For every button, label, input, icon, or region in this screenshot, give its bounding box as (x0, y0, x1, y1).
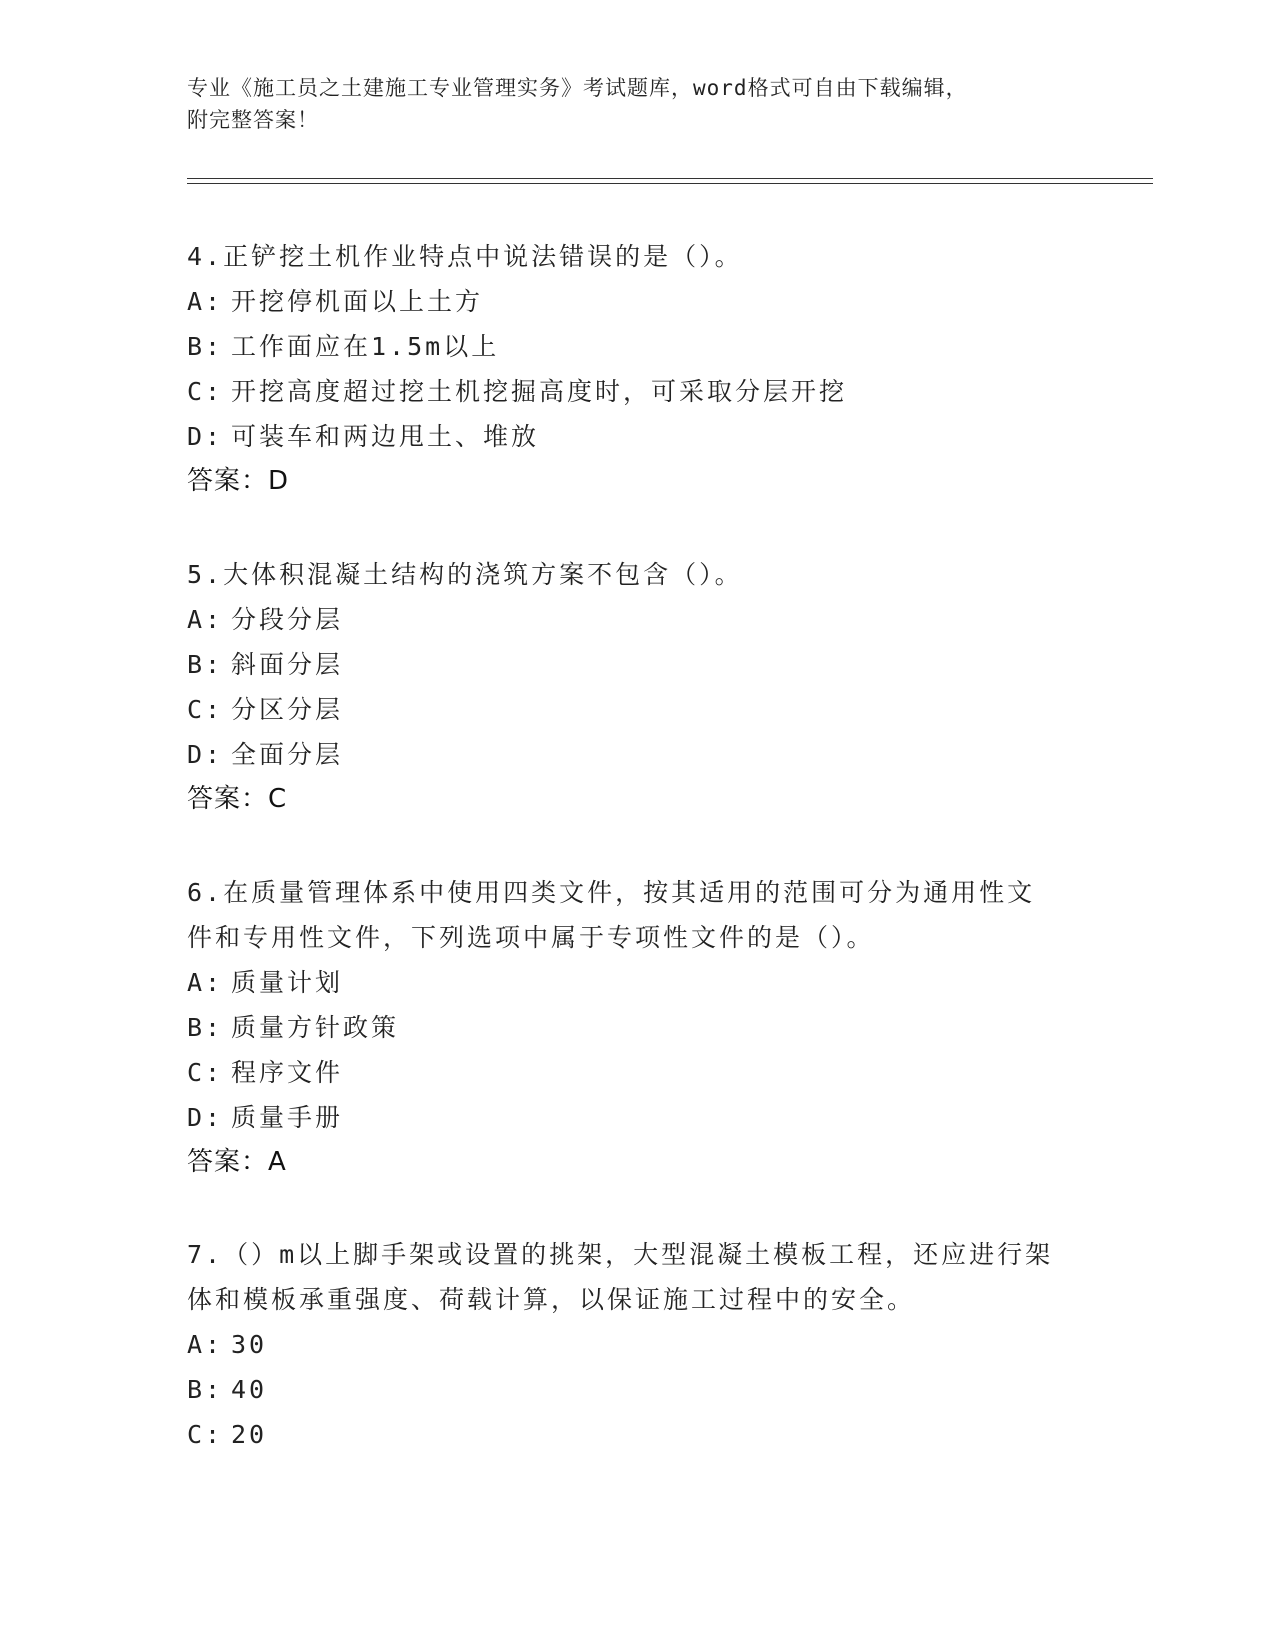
option-key: C: (187, 1058, 224, 1087)
option-text: 开挖高度超过挖土机挖掘高度时，可采取分层开挖 (231, 377, 848, 406)
option-key: B: (187, 1013, 224, 1042)
option-key: D: (187, 1103, 224, 1132)
header-divider-top (187, 178, 1153, 179)
question-stem-line-1: 7.（）m以上脚手架或设置的挑架，大型混凝土模板工程，还应进行架 (187, 1240, 1054, 1269)
option-key: A: (187, 605, 224, 634)
option-key: C: (187, 695, 224, 724)
option-text: 30 (231, 1330, 268, 1359)
option-text: 工作面应在1.5m以上 (231, 332, 500, 361)
option-c (187, 687, 1087, 732)
question-stem: 4.正铲挖土机作业特点中说法错误的是（）。 (187, 242, 743, 271)
question-7 (187, 1232, 1087, 1457)
option-key: B: (187, 1375, 224, 1404)
option-a (187, 1322, 1087, 1367)
option-c (187, 369, 1087, 414)
option-key: A: (187, 968, 224, 997)
question-stem: 5.大体积混凝土结构的浇筑方案不包含（）。 (187, 560, 743, 589)
option-a (187, 960, 1087, 1005)
option-key: B: (187, 332, 224, 361)
question-stem-line-2: 件和专用性文件，下列选项中属于专项性文件的是（）。 (187, 923, 875, 952)
option-c (187, 1050, 1087, 1095)
option-text: 斜面分层 (231, 650, 344, 679)
option-c (187, 1412, 1087, 1457)
option-key: A: (187, 287, 224, 316)
option-b (187, 1005, 1087, 1050)
option-b (187, 642, 1087, 687)
option-a (187, 279, 1087, 324)
option-text: 可装车和两边甩土、堆放 (231, 422, 540, 451)
option-b (187, 324, 1087, 369)
option-d (187, 732, 1087, 777)
option-text: 质量手册 (231, 1103, 344, 1132)
option-text: 开挖停机面以上土方 (231, 287, 484, 316)
option-a (187, 597, 1087, 642)
header-divider-bottom (187, 183, 1153, 184)
option-key: C: (187, 377, 224, 406)
question-stem-line-2: 体和模板承重强度、荷载计算，以保证施工过程中的安全。 (187, 1285, 916, 1314)
question-5 (187, 552, 1087, 822)
option-key: D: (187, 422, 224, 451)
option-d (187, 1095, 1087, 1140)
option-key: A: (187, 1330, 224, 1359)
answer: 答案：C (187, 784, 288, 814)
option-key: D: (187, 740, 224, 769)
option-key: C: (187, 1420, 224, 1449)
option-text: 质量计划 (231, 968, 344, 997)
option-key: B: (187, 650, 224, 679)
option-text: 程序文件 (231, 1058, 344, 1087)
option-text: 质量方针政策 (231, 1013, 400, 1042)
option-text: 分区分层 (231, 695, 344, 724)
header-line-1: 专业《施工员之土建施工专业管理实务》考试题库，word格式可自由下载编辑， (187, 76, 968, 100)
option-text: 20 (231, 1420, 268, 1449)
answer: 答案：A (187, 1147, 287, 1177)
question-stem-line-1: 6.在质量管理体系中使用四类文件，按其适用的范围可分为通用性文 (187, 878, 1036, 907)
answer: 答案：D (187, 466, 290, 496)
option-text: 40 (231, 1375, 268, 1404)
option-b (187, 1367, 1087, 1412)
option-text: 全面分层 (231, 740, 344, 769)
question-4 (187, 234, 1087, 504)
header-line-2: 附完整答案！ (187, 108, 319, 132)
question-6 (187, 870, 1087, 1185)
document-header (187, 72, 1067, 136)
option-d (187, 414, 1087, 459)
option-text: 分段分层 (231, 605, 344, 634)
